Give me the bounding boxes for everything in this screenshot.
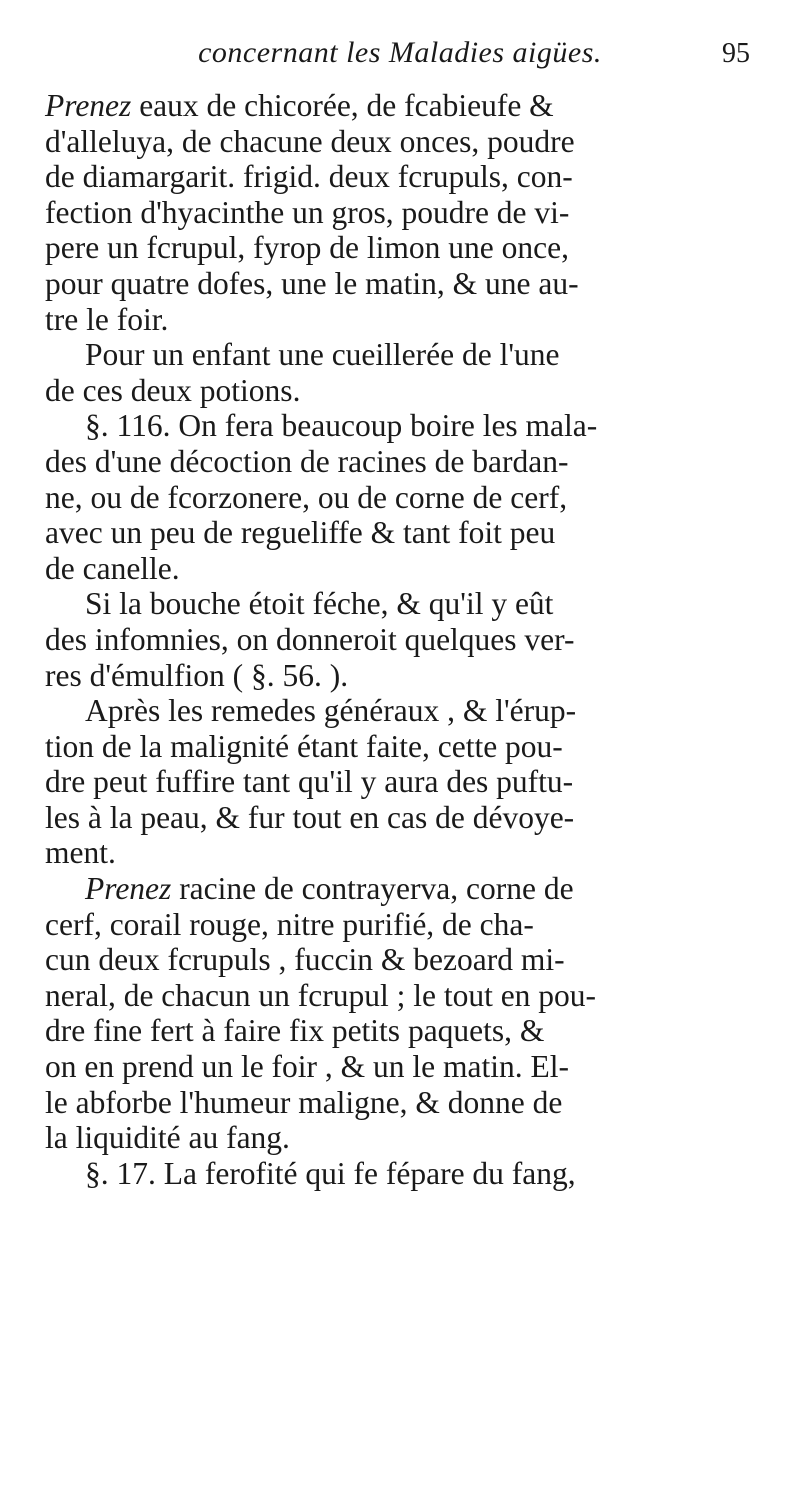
- line-text: avec un peu de regueliffe & tant foit peu: [45, 515, 556, 551]
- line-text: cun deux fcrupuls , fuccin & bezoard mi-: [45, 942, 565, 978]
- line-text: pere un fcrupul, fyrop de limon une once,: [45, 230, 569, 266]
- text-line: [45, 159, 785, 195]
- text-line: [45, 658, 785, 694]
- line-text: on en prend un le foir , & un le matin. El-: [45, 1049, 569, 1085]
- text-line: [45, 1049, 785, 1085]
- line-text: eaux de chicorée, de fcabieufe &: [131, 88, 554, 123]
- text-line: [45, 764, 785, 800]
- line-text: pour quatre dofes, une le matin, & une au-: [45, 265, 579, 301]
- body-text: [45, 88, 785, 1191]
- text-line: [45, 337, 785, 373]
- text-line: [45, 266, 785, 302]
- line-text: res d'émulfion ( §. 56. ).: [45, 657, 349, 693]
- line-text: neral, de chacun un fcrupul ; le tout en pou-: [45, 977, 597, 1013]
- line-text: des infomnies, on donneroit quelques ver-: [45, 621, 575, 657]
- line-text: ne, ou de fcorzonere, ou de corne de cerf,: [45, 479, 568, 515]
- text-line: [45, 1120, 785, 1156]
- line-text: la liquidité au fang.: [45, 1120, 290, 1156]
- text-line: [45, 515, 785, 551]
- line-text: les à la peau, & fur tout en cas de dévoye-: [45, 799, 575, 835]
- text-line: [45, 586, 785, 622]
- text-line: [45, 729, 785, 765]
- line-text: de ces deux potions.: [45, 372, 301, 408]
- text-line: [45, 230, 785, 266]
- text-line: [45, 693, 785, 729]
- text-line: [45, 444, 785, 480]
- text-line: [45, 1085, 785, 1121]
- line-text: Pour un enfant une cueillerée de l'une: [85, 337, 560, 373]
- line-text: de canelle.: [45, 550, 180, 586]
- line-text: tre le foir.: [45, 301, 169, 337]
- line-text: fection d'hyacinthe un gros, poudre de vi-: [45, 194, 570, 230]
- text-line: [45, 835, 785, 871]
- text-line: [45, 373, 785, 409]
- line-text: Après les remedes généraux , & l'érup-: [85, 693, 577, 729]
- running-head: [60, 36, 760, 84]
- text-line: [45, 622, 785, 658]
- text-line: [45, 907, 785, 943]
- text-line: [45, 942, 785, 978]
- line-text: des d'une décoction de racines de bardan-: [45, 443, 569, 479]
- line-text: de diamargarit. frigid. deux fcrupuls, con-: [45, 159, 573, 195]
- italic-word: Prenez: [85, 871, 172, 907]
- line-text: §. 17. La ferofité qui fe fépare du fang,: [85, 1155, 576, 1191]
- line-text: racine de contrayerva, corne de: [171, 871, 574, 907]
- line-text: cerf, corail rouge, nitre purifié, de cha-: [45, 906, 534, 942]
- text-line: [45, 1156, 785, 1192]
- text-line: [45, 302, 785, 338]
- text-line: [45, 480, 785, 516]
- text-line: [45, 800, 785, 836]
- text-line: [45, 124, 785, 160]
- text-line: [45, 195, 785, 231]
- line-text: dre peut fuffire tant qu'il y aura des puftu-: [45, 764, 574, 800]
- text-line: [45, 408, 785, 444]
- italic-word: Prenez: [45, 88, 132, 123]
- line-text: tion de la malignité étant faite, cette pou-: [45, 728, 563, 764]
- line-text: Si la bouche étoit féche, & qu'il y eût: [85, 586, 554, 622]
- text-line: [45, 551, 785, 587]
- text-line: [45, 871, 785, 907]
- text-line: [45, 978, 785, 1014]
- line-text: dre fine fert à faire fix petits paquets, &: [45, 1013, 545, 1049]
- page-number: 95: [722, 38, 750, 69]
- text-line: [45, 88, 785, 124]
- line-text: d'alleluya, de chacune deux onces, poudre: [45, 123, 575, 159]
- line-text: §. 116. On fera beaucoup boire les mala-: [85, 408, 598, 444]
- line-text: le abforbe l'humeur maligne, & donne de: [45, 1084, 563, 1120]
- line-text: ment.: [45, 835, 116, 871]
- text-line: [45, 1013, 785, 1049]
- running-title: concernant les Maladies aigües.: [198, 36, 602, 69]
